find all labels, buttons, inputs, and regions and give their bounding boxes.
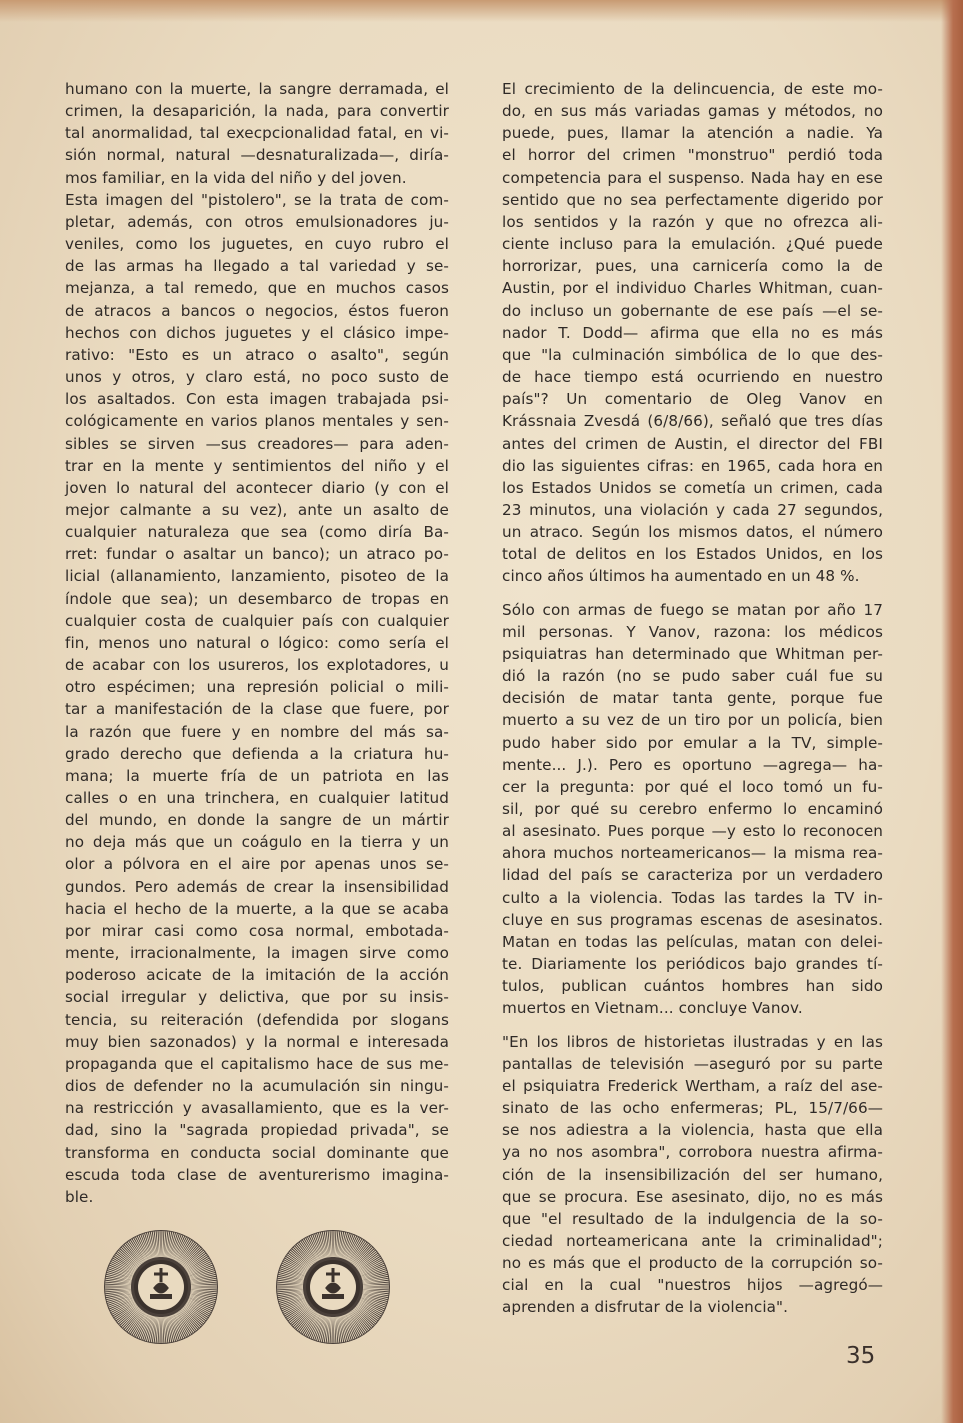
text-line: que "el resultado de la indulgencia de la so- [502,1209,883,1228]
text-line: país"? Un comentario de Oleg Vanov en [502,390,883,409]
text-line: dad, sino la "sagrada propiedad privada", se [65,1121,449,1140]
text-line: índole que sea); un desembarco de tropas en [65,589,449,608]
text-line: Esta imagen del "pistolero", se la trata de com- [65,190,449,209]
text-line: mos familiar, en la vida del niño y del joven. [65,168,407,187]
text-line: los asaltados. Con esta imagen trabajada psi- [65,390,449,409]
text-line: no es más que el producto de la corrupción so- [502,1254,883,1273]
text-line: rativo: "Esto es un atraco o asalto", según [65,345,449,364]
page-number: 35 [846,1343,876,1369]
text-line: cinco años últimos ha aumentado en un 48 %. [502,567,860,586]
text-line: cológicamente en varios planos mentales y sen- [65,412,449,431]
text-line: gundos. Pero además de crear la insensibilidad [65,877,449,896]
text-line: otro espécimen; una represión policial o mili- [65,678,449,697]
text-line: muy bien sazonados) y la normal e interesada [65,1032,449,1051]
text-line: El crecimiento de la delincuencia, de este mo- [502,80,883,98]
text-line: mente, irracionalmente, la imagen sirve como [65,944,449,963]
text-line: olor a pólvora en el aire por apenas unos se- [65,855,449,874]
text-line: mil personas. Y Vanov, razona: los médicos [502,622,883,641]
text-line: mente... J.). Pero es oportuno —agrega— ha- [502,755,883,774]
text-line: mejanza, a tal remedo, que en muchos casos [65,279,449,298]
text-line: trar en la mente y sentimientos del niño y el [65,456,449,475]
text-line: de hace tiempo está ocurriendo en nuestro [502,368,883,387]
text-line: hacia el hecho de la muerte, a la que se acaba [65,899,449,918]
text-line: ya no nos asombra", corrobora nuestra afirma- [502,1143,883,1162]
text-line: un atraco. Según los mismos datos, el número [502,523,883,542]
text-line: joven lo natural del acontecer diario (y con el [65,478,449,497]
text-line: cualquier naturaleza que sea (como diría Ba- [65,523,449,542]
text-line: dios de defender no la acumulación sin ningu- [65,1077,449,1096]
text-line: no deja más que un coágulo en la tierra y un [65,833,449,852]
text-line: cluye en sus programas escenas de asesinatos. [502,910,883,929]
text-line: 23 minutos, una violación y cada 27 segundos, [502,500,883,519]
text-line: propaganda que el capitalismo hace de sus me- [65,1054,449,1073]
text-line: rret: fundar o asaltar un banco); un atraco po- [65,545,449,564]
text-line: puede, pues, llamar la atención a nadie. Ya [502,124,883,143]
text-line: sibles se sirven —sus creadores— para aden- [65,434,449,453]
text-line: licial (allanamiento, lanzamiento, pisoteo de la [65,567,449,586]
text-line: "En los libros de historietas ilustradas y en las [502,1032,883,1051]
text-line: al asesinato. Pues porque —y esto lo reconocen [502,822,883,841]
text-line: ciedad norteamericana ante la criminalidad"; [502,1231,883,1250]
text-line: cial en la cual "nuestros hijos —agregó— [502,1276,883,1295]
text-line: tencia, su reiteración (defendida por slogans [65,1010,449,1029]
text-line: pantallas de televisión —aseguró por su parte [502,1054,883,1073]
text-line: poderoso acicate de la imitación de la acción [65,966,449,985]
text-line: hechos con dichos juguetes y el clásico impe- [65,323,449,342]
text-line: ble. [65,1187,94,1206]
text-line: veniles, como los juguetes, en cuyo rubro el [65,235,449,254]
ornamental-seal-icon [274,1228,392,1346]
text-line: los Estados Unidos se cometía un crimen, cada [502,478,883,497]
text-line: tulos, publican cuántos hombres han sido [502,977,883,996]
text-line: muerto a su vez de un tiro por un policía, bien [502,711,883,730]
text-line: decisión de matar tanta gente, porque fue [502,689,883,708]
text-line: muertos en Vietnam... concluye Vanov. [502,999,803,1018]
text-line: Sólo con armas de fuego se matan por año 17 [502,600,883,619]
text-line: tal anormalidad, tal execpcionalidad fatal, en vi- [65,124,449,143]
text-line: te. Diariamente los periódicos bajo grandes tí- [502,955,883,974]
text-line: horrorizar, pues, una carnicería como la de [502,257,883,276]
text-line: sión normal, natural —desnaturalizada—, diría- [65,146,449,165]
text-line: de atracos a bancos o negocios, éstos fueron [65,301,449,320]
text-line: se nos adiestra a la violencia, hasta que ella [502,1121,883,1140]
text-line: dio las siguientes cifras: en 1965, cada hora en [502,456,883,475]
text-line: fin, menos uno natural o lógico: como sería el [65,633,449,652]
text-line: nador T. Dodd— afirma que ella no es más [502,323,883,342]
text-line: pudo haber sido por emular a la TV, simple- [502,733,883,752]
text-line: los sentidos y la razón y que no ofrezca ali- [502,212,883,231]
text-line: grado derecho que defienda a la criatura hu- [65,744,449,763]
text-line: escuda toda clase de aventurerismo imagina- [65,1165,449,1184]
text-line: Austin, por el individuo Charles Whitman, cuan- [502,279,883,298]
text-line: Matan en todas las películas, matan con delei- [502,932,883,951]
text-line: transforma en conducta social dominante que [65,1143,449,1162]
text-line: pletar, además, con otros emulsionadores ju- [65,212,449,231]
text-line: humano con la muerte, la sangre derramada, el [65,80,449,98]
text-line: mana; la muerte fría de un patriota en las [65,766,449,785]
text-line: do, en sus más variadas gamas y métodos, no [502,102,883,121]
text-line: do incluso un gobernante de ese país —el se- [502,301,883,320]
page-top-edge [0,0,963,22]
text-line: crimen, la desaparición, la nada, para convertir [65,102,449,121]
text-line: antes del crimen de Austin, el director del FBI [502,434,883,453]
text-line: total de delitos en los Estados Unidos, en los [502,545,883,564]
text-line: que se procura. Ese asesinato, dijo, no es más [502,1187,883,1206]
text-line: mejor calmante a su vez), ante un asalto de [65,500,449,519]
text-line: que "la culminación simbólica de lo que des- [502,345,883,364]
text-line: el horror del crimen "monstruo" perdió toda [502,146,883,165]
text-line: psiquiatras han determinado que Whitman per- [502,644,883,663]
text-line: competencia para el suspenso. Nada hay en ese [502,168,883,187]
text-line: del mundo, en donde la sangre de un mártir [65,811,449,830]
text-line: cer la pregunta: por qué el loco tomó un fu- [502,777,883,796]
text-line: de acabar con los usureros, los explotadores, u [65,656,449,675]
text-line: na restricción y avasallamiento, que es la ver- [65,1099,449,1118]
text-line: la razón que fuere y en nombre del más sa- [65,722,449,741]
text-line: cualquier costa de cualquier país con cualquier [65,611,449,630]
text-line: aprenden a disfrutar de la violencia". [502,1298,789,1317]
left-column [65,78,449,1208]
text-line: ciente incluso para la emulación. ¿Qué puede [502,235,883,254]
text-line: sil, por qué su cerebro enfermo lo encaminó [502,800,883,818]
text-line: de las armas ha llegado a tal variedad y se- [65,257,449,276]
text-line: tar a manifestación de la clase que fuere, por [65,700,449,719]
text-line: unos y otros, y claro está, no poco susto de [65,368,449,387]
text-line: dió la razón (no se pudo saber cuál fue su [502,667,883,686]
page-right-edge [941,0,963,1423]
text-line: el psiquiatra Frederick Wertham, a raíz del ase- [502,1076,883,1095]
right-column [502,78,883,1319]
ornamental-seal-icon [102,1228,220,1346]
text-line: ahora muchos norteamericanos— la misma rea- [502,844,883,863]
text-line: ción de la insensibilización del ser humano, [502,1165,883,1184]
text-line: Krássnaia Zvesdá (6/8/66), señaló que tres días [502,412,883,431]
text-line: lidad del país se caracteriza por un verdadero [502,866,883,885]
text-line: por mirar casi como cosa normal, embotada- [65,921,449,940]
text-line: culto a la violencia. Todas las tardes la TV in- [502,888,883,907]
text-line: calles o en una trinchera, en cualquier latitud [65,789,449,807]
text-line: social irregular y delictiva, que por su insis- [65,988,449,1007]
text-line: sinato de las ocho enfermeras; PL, 15/7/66— [502,1099,883,1118]
text-line: sentido que no sea perfectamente digerido por [502,190,883,209]
